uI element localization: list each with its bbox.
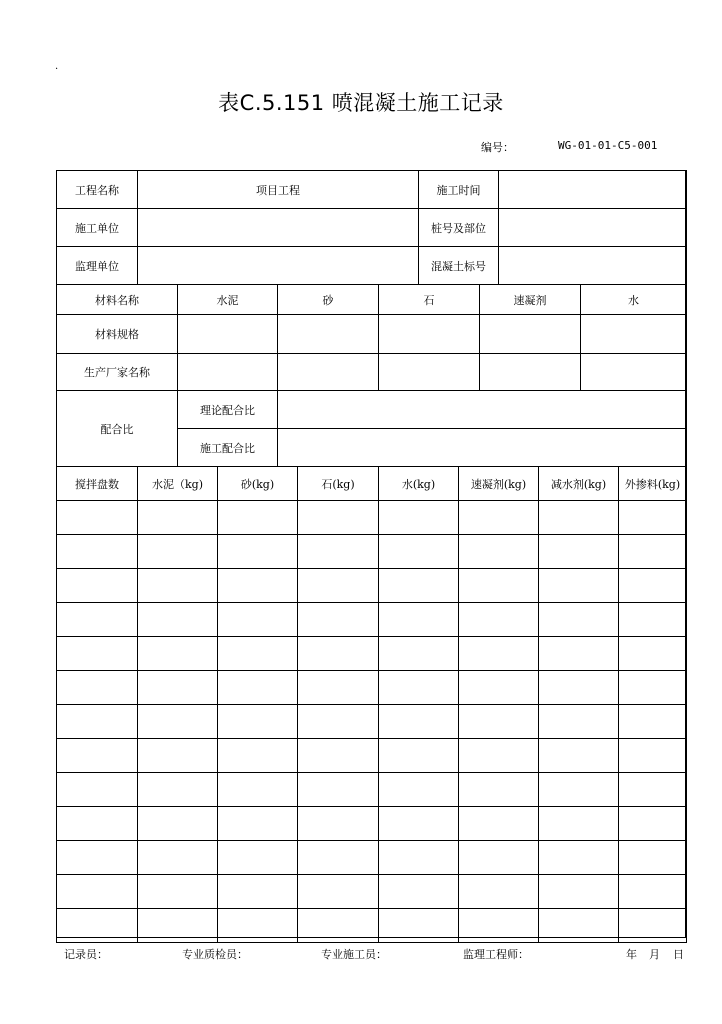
header-admixture-kg: 外掺料(kg) (619, 467, 687, 501)
material-spec-label: 材料规格 (57, 315, 178, 354)
header-batch-count: 搅拌盘数 (57, 467, 138, 501)
header-cement-kg: 水泥（kg) (138, 467, 218, 501)
mix-ratio-label: 配合比 (57, 391, 178, 467)
material-water: 水 (581, 285, 687, 315)
construction-time-label: 施工时间 (419, 171, 499, 209)
theoretical-mix-label: 理论配合比 (178, 391, 278, 429)
project-name-value: 项目工程 (138, 171, 419, 209)
material-sand: 砂 (278, 285, 379, 315)
code-value: WG-01-01-C5-001 (558, 139, 658, 152)
concrete-grade-label: 混凝土标号 (419, 247, 499, 285)
footer-month: 月 (649, 948, 660, 961)
material-name-label: 材料名称 (57, 285, 178, 315)
manufacturer-label: 生产厂家名称 (57, 354, 178, 391)
footer-recorder: 记录员： (64, 948, 108, 961)
footer-day: 日 (673, 948, 684, 961)
pile-position-label: 桩号及部位 (419, 209, 499, 247)
footer-supervisor: 监理工程师： (463, 948, 529, 961)
footer-year: 年 (626, 948, 637, 961)
footer-quality-inspector: 专业质检员： (182, 948, 248, 961)
construction-mix-label: 施工配合比 (178, 429, 278, 467)
code-label: 编号： (481, 141, 514, 154)
header-stone-kg: 石(kg) (298, 467, 379, 501)
form-border (56, 170, 686, 938)
material-accelerator: 速凝剂 (480, 285, 581, 315)
header-accelerator-kg: 速凝剂(kg) (459, 467, 539, 501)
corner-mark: . (55, 61, 59, 72)
header-water-kg: 水(kg) (379, 467, 459, 501)
project-name-label: 工程名称 (57, 171, 138, 209)
page-title: 表C.5.151 喷混凝土施工记录 (218, 91, 504, 115)
material-cement: 水泥 (178, 285, 278, 315)
header-reducer-kg: 减水剂(kg) (539, 467, 619, 501)
construction-unit-label: 施工单位 (57, 209, 138, 247)
material-stone: 石 (379, 285, 480, 315)
footer-constructor: 专业施工员： (321, 948, 387, 961)
header-sand-kg: 砂(kg) (218, 467, 298, 501)
supervision-unit-label: 监理单位 (57, 247, 138, 285)
